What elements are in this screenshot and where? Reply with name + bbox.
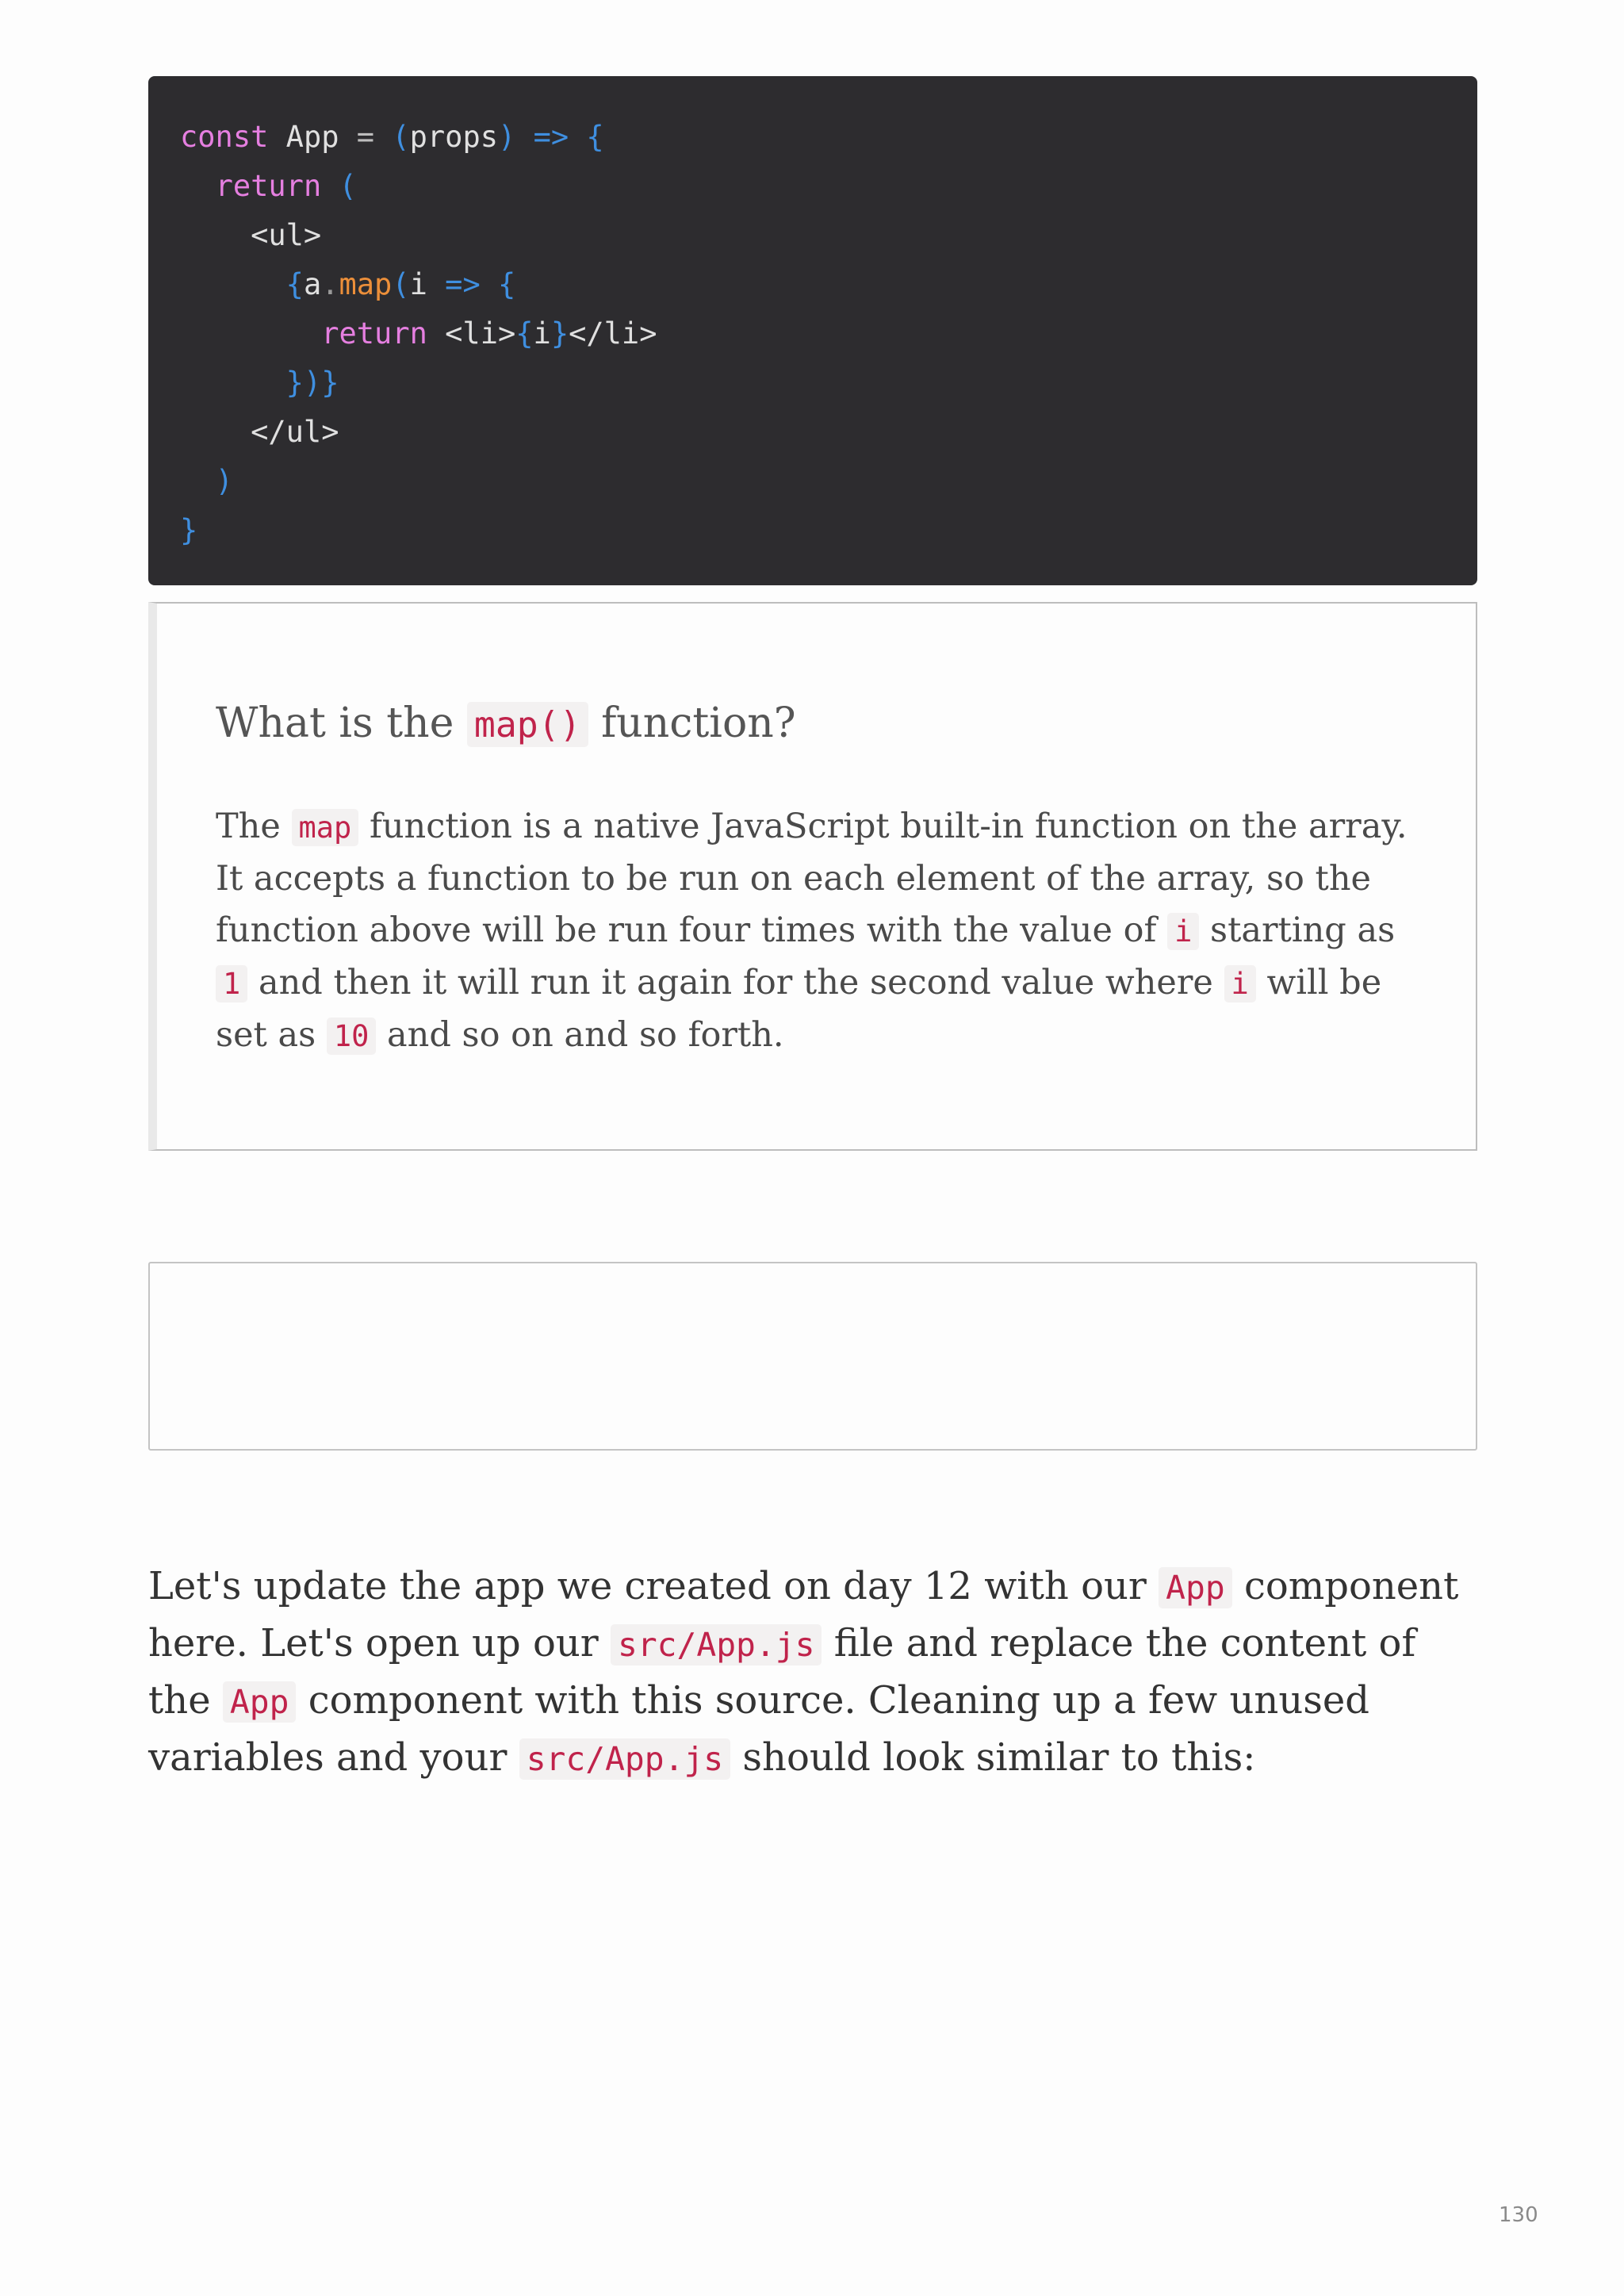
inline-code: src/App.js xyxy=(611,1624,822,1665)
code-token: . xyxy=(321,267,339,301)
inline-code: map() xyxy=(467,702,588,747)
code-token: { xyxy=(515,316,534,351)
code-line-2 xyxy=(180,162,1477,211)
code-token: a xyxy=(303,267,322,301)
heading-text: function? xyxy=(601,700,796,747)
code-token: { xyxy=(285,267,304,301)
page-number: 130 xyxy=(1499,2203,1538,2227)
body-paragraph xyxy=(148,1558,1488,1787)
code-token: => xyxy=(445,267,481,301)
code-token: i xyxy=(533,316,551,351)
code-token: props xyxy=(409,120,499,154)
inline-code: map xyxy=(292,809,359,846)
code-line-3 xyxy=(180,211,1477,260)
code-line-1 xyxy=(180,113,1477,162)
code-token: = xyxy=(356,120,375,154)
inline-code: i xyxy=(1167,913,1199,950)
code-token: => xyxy=(533,120,569,154)
info-callout xyxy=(148,602,1477,1151)
code-token: ) xyxy=(215,464,233,498)
empty-embed-box xyxy=(148,1262,1477,1451)
code-token: { xyxy=(498,267,516,301)
code-line-4 xyxy=(180,260,1477,309)
inline-code: 10 xyxy=(327,1018,377,1055)
text-run: will be set as xyxy=(216,963,1382,1055)
callout-paragraph xyxy=(216,801,1412,1062)
code-line-9 xyxy=(180,506,1477,555)
code-token: ( xyxy=(339,169,357,203)
text-run: The xyxy=(216,807,281,846)
code-token: })} xyxy=(285,366,339,400)
code-line-6 xyxy=(180,358,1477,408)
inline-code: App xyxy=(223,1681,297,1723)
code-token: } xyxy=(180,513,198,547)
code-line-7 xyxy=(180,408,1477,457)
code-token: ( xyxy=(392,120,410,154)
code-token: </ul> xyxy=(251,415,339,449)
code-line-5 xyxy=(180,309,1477,358)
text-run: component with this source. Cleaning up a few unused variables and your xyxy=(148,1678,1369,1780)
code-token: <ul> xyxy=(251,218,322,252)
code-token: map xyxy=(339,267,393,301)
inline-code: 1 xyxy=(216,965,247,1002)
code-token: const xyxy=(180,120,269,154)
code-token: { xyxy=(586,120,604,154)
text-run: function is a native JavaScript built-in function on the array. It accepts a function to be run on each element of the array, so the function above will be run four times with the value of xyxy=(216,807,1408,950)
heading-text: What is the xyxy=(216,700,454,747)
code-token: <li> xyxy=(445,316,516,351)
code-token: i xyxy=(409,267,427,301)
text-run: should look similar to this: xyxy=(742,1735,1256,1780)
code-token: return xyxy=(321,316,427,351)
code-token: ) xyxy=(498,120,516,154)
code-token: App xyxy=(285,120,339,154)
inline-code: i xyxy=(1224,965,1256,1002)
inline-code: App xyxy=(1159,1567,1232,1608)
text-run: and so on and so forth. xyxy=(387,1015,784,1055)
inline-code: src/App.js xyxy=(519,1738,730,1780)
text-run: component here. Let's open up our xyxy=(148,1564,1459,1665)
code-token: </li> xyxy=(569,316,657,351)
code-line-8 xyxy=(180,457,1477,506)
code-block xyxy=(148,76,1477,585)
code-token: ( xyxy=(392,267,410,301)
code-token: return xyxy=(215,169,322,203)
text-run: and then it will run it again for the second value where xyxy=(258,963,1213,1002)
code-token: } xyxy=(550,316,569,351)
text-run: starting as xyxy=(1210,910,1396,950)
text-run: Let's update the app we created on day 12 with our xyxy=(148,1564,1147,1608)
text-run: file and replace the content of the xyxy=(148,1621,1416,1723)
callout-heading xyxy=(216,698,1412,750)
